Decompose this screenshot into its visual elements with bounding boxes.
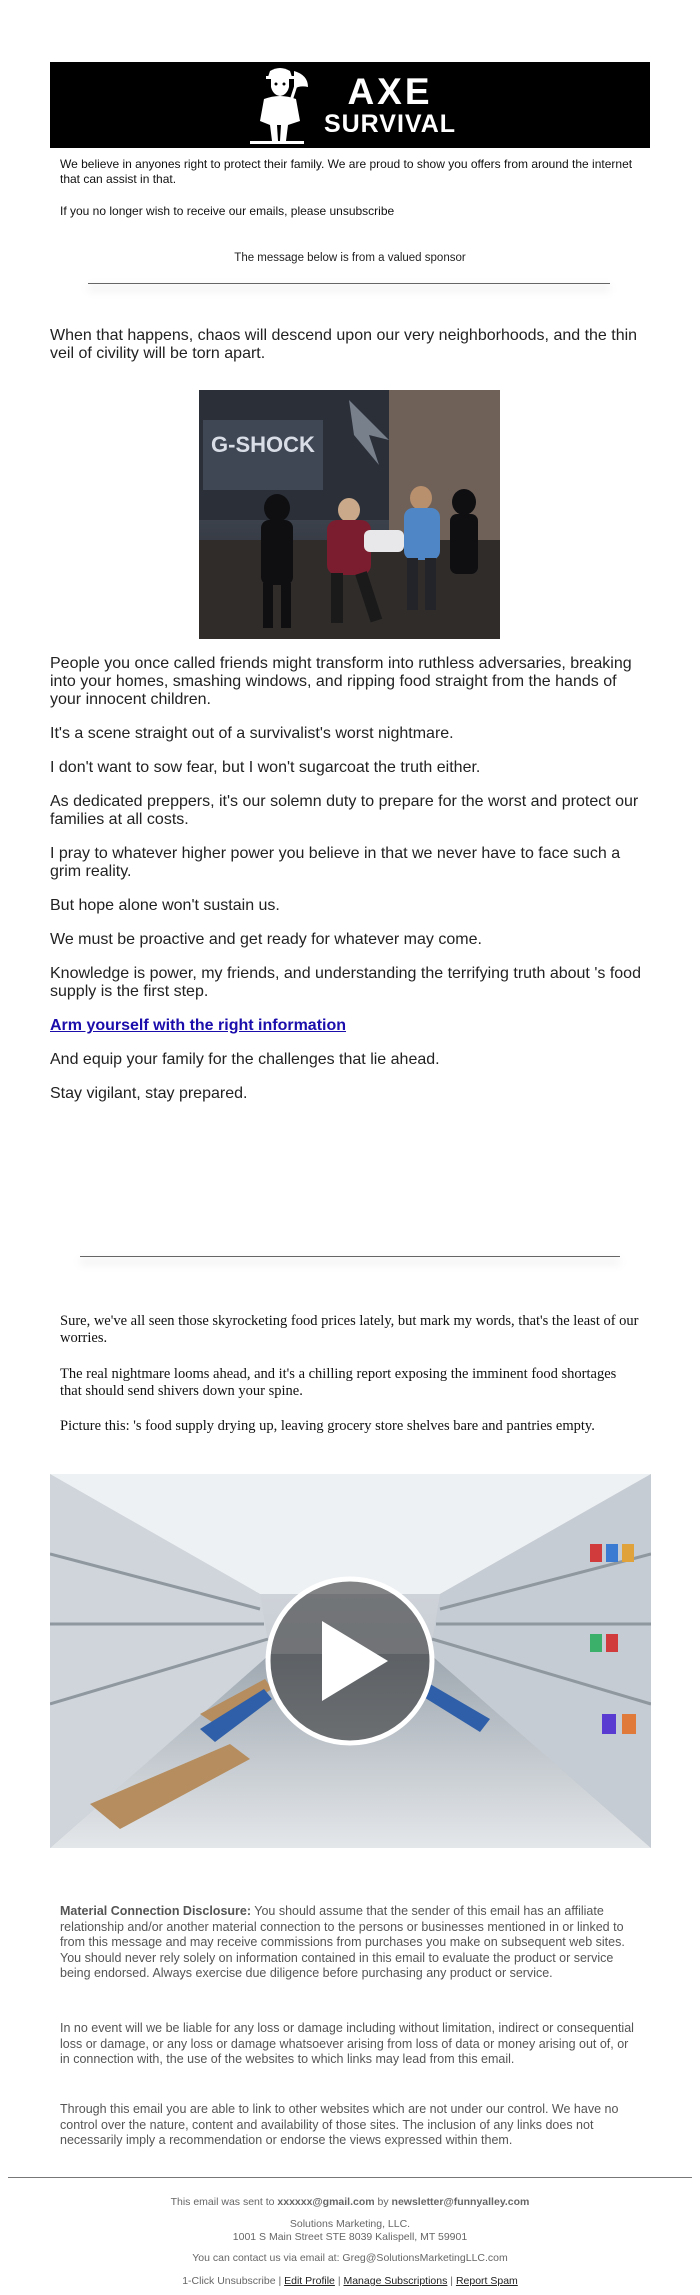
manage-subscriptions-link[interactable]: Manage Subscriptions [343, 2275, 448, 2287]
body-paragraph: I pray to whatever higher power you believe in that we never have to face such a grim reality. [50, 845, 621, 880]
footer-divider [8, 2177, 692, 2178]
second-paragraph: The real nightmare looms ahead, and it's a chilling report exposing the imminent food shortages that should send shivers down your spine. [60, 1366, 617, 1399]
second-paragraph: Sure, we've all seen those skyrocketing food prices lately, but mark my words, that's the least of our worries. [60, 1313, 639, 1346]
footer-links [0, 2275, 700, 2288]
brand-name-bottom: SURVIVAL [323, 110, 457, 138]
sent-by-text: by [374, 2196, 392, 2208]
unsubscribe-line [60, 204, 650, 219]
riot-photo[interactable] [199, 390, 500, 639]
closing-paragraph: And equip your family for the challenges that lie ahead. [50, 1051, 440, 1068]
video-thumbnail[interactable] [50, 1474, 651, 1848]
brand-name-top: AXE [347, 71, 433, 112]
link-separator: | [447, 2275, 456, 2287]
riot-scene-image [199, 390, 500, 639]
divider-middle [80, 1256, 620, 1257]
sender-email: newsletter@funnyalley.com [391, 2196, 530, 2208]
sent-to-line [0, 2196, 700, 2209]
edit-profile-link[interactable]: Edit Profile [284, 2275, 335, 2287]
brand-logo-banner[interactable] [50, 62, 650, 148]
play-button-icon [268, 1579, 432, 1743]
disclosure-body: You should assume that the sender of this email has an affiliate relationship and/or another material connection to the persons or businesses mentioned in or linked to from this message and may receive commissions from purchases you make on subsequent web sites. You should never rely solely on information contained in this email to evaluate the product or service being endorsed. Always exercise due diligence before purchasing any product or service. [60, 1904, 625, 1980]
empty-shelves-image [50, 1474, 651, 1848]
second-paragraph: Picture this: 's food supply drying up, leaving grocery store shelves bare and pantries empty. [60, 1418, 595, 1434]
body-paragraph: But hope alone won't sustain us. [50, 897, 280, 914]
body-paragraph: I don't want to sow fear, but I won't sugarcoat the truth either. [50, 759, 481, 776]
company-address: 1001 S Main Street STE 8039 Kalispell, MT 59901 [232, 2231, 468, 2243]
company-name: Solutions Marketing, LLC. [289, 2218, 411, 2230]
store-sign-text: G-SHOCK [211, 432, 315, 457]
recipient-email: xxxxxx@gmail.com [277, 2196, 375, 2208]
unsubscribe-link[interactable]: unsubscribe [329, 204, 395, 218]
body-paragraph: People you once called friends might transform into ruthless adversaries, breaking into your homes, smashing windows, and ripping food straight from the hands of your innocent children. [50, 655, 632, 708]
liability-disclaimer: In no event will we be liable for any loss or damage including without limitation, indirect or consequential loss or damage, or any loss or damage whatsoever arising from loss of data or money arising out of, or in connection with, the use of the websites to which links may lead from this email. [60, 2021, 634, 2066]
intro-text: We believe in anyones right to protect their family. We are proud to show you offers from around the internet that can assist in that. [60, 157, 633, 186]
lead-paragraph: When that happens, chaos will descend upon our very neighborhoods, and the thin veil of civility will be torn apart. [50, 327, 638, 362]
contact-line: You can contact us via email at: Greg@SolutionsMarketingLLC.com [192, 2252, 508, 2264]
body-paragraph: Knowledge is power, my friends, and understanding the terrifying truth about 's food supply is the first step. [50, 965, 641, 1000]
closing-paragraph: Stay vigilant, stay prepared. [50, 1085, 248, 1102]
sponsor-note: The message below is from a valued sponsor [234, 252, 466, 264]
link-separator: | [334, 2275, 344, 2287]
external-links-disclaimer: Through this email you are able to link to other websites which are not under our control. We have no control over the nature, content and availability of those sites. The inclusion of any links does not necessarily imply a recommendation or endorse the views expressed within them. [60, 2102, 619, 2147]
material-disclosure [60, 1904, 640, 1982]
body-paragraph: As dedicated preppers, it's our solemn duty to prepare for the worst and protect our families at all costs. [50, 793, 639, 828]
report-spam-link[interactable]: Report Spam [455, 2275, 518, 2287]
link-separator: | [275, 2275, 285, 2287]
axeman-logo-icon [244, 65, 312, 145]
body-paragraph: We must be proactive and get ready for whatever may come. [50, 931, 482, 948]
one-click-unsubscribe-link[interactable]: 1-Click Unsubscribe [182, 2275, 276, 2287]
unsubscribe-lead: If you no longer wish to receive our emails, please [60, 204, 330, 218]
divider-top [88, 283, 610, 284]
cta-link[interactable]: Arm yourself with the right information [50, 1017, 347, 1034]
disclosure-title: Material Connection Disclosure: [60, 1904, 252, 1918]
body-paragraph: It's a scene straight out of a survivalist's worst nightmare. [50, 725, 454, 742]
sent-to-prefix: This email was sent to [170, 2196, 278, 2208]
